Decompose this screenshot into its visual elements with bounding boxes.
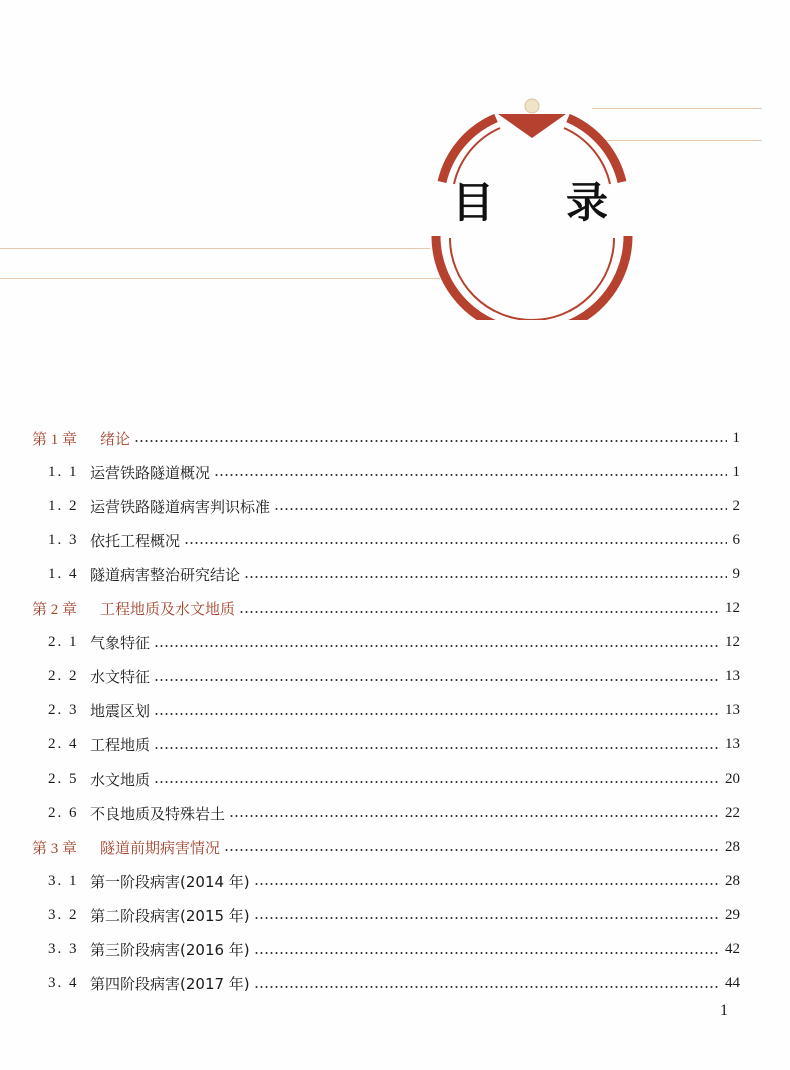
toc-leader-dots — [254, 917, 719, 919]
toc-entry-number: 1. 2 — [48, 497, 79, 514]
toc-entry-title: 依托工程概况 — [90, 530, 184, 551]
toc-entry-number: 1. 1 — [48, 463, 79, 480]
toc-chapter-row[interactable] — [0, 595, 790, 623]
toc-section-row[interactable] — [0, 970, 790, 998]
toc-leader-dots — [184, 542, 727, 544]
toc-leader-dots — [244, 576, 727, 578]
toc-entry-title: 工程地质及水文地质 — [100, 598, 239, 619]
toc-entry-page: 9 — [729, 566, 741, 583]
toc-entry-page: 13 — [721, 736, 740, 753]
toc-entry-page: 22 — [721, 805, 740, 822]
toc-entry-title: 水文地质 — [90, 769, 154, 790]
toc-entry-title: 绪论 — [100, 428, 134, 449]
toc-leader-dots — [254, 883, 719, 885]
toc-entry-number: 3. 2 — [48, 906, 79, 923]
toc-section-row[interactable] — [0, 901, 790, 929]
toc-entry-title: 第一阶段病害(2014 年) — [90, 871, 254, 892]
toc-entry-number: 3. 1 — [48, 872, 79, 889]
toc-entry-title: 运营铁路隧道病害判识标准 — [90, 496, 274, 517]
decorative-line-left-1 — [0, 248, 430, 249]
toc-entry-number: 第 3 章 — [32, 840, 78, 857]
toc-leader-dots — [214, 474, 727, 476]
toc-section-row[interactable] — [0, 629, 790, 657]
toc-section-row[interactable] — [0, 526, 790, 554]
toc-entry-title: 运营铁路隧道概况 — [90, 462, 214, 483]
toc-entry-title: 第四阶段病害(2017 年) — [90, 973, 254, 994]
toc-section-row[interactable] — [0, 731, 790, 759]
decorative-line-left-2 — [0, 278, 440, 279]
toc-entry-number: 2. 6 — [48, 804, 79, 821]
toc-section-row[interactable] — [0, 458, 790, 486]
toc-entry-number: 1. 3 — [48, 531, 79, 548]
toc-leader-dots — [154, 645, 719, 647]
toc-leader-dots — [154, 747, 719, 749]
page-title-char-2: 录 — [566, 178, 609, 227]
toc-entry-page: 12 — [721, 600, 740, 617]
toc-section-row[interactable] — [0, 560, 790, 588]
page-number: 1 — [720, 1002, 728, 1019]
toc-entry-number: 3. 4 — [48, 975, 79, 992]
toc-leader-dots — [134, 440, 727, 442]
toc-entry-number: 1. 4 — [48, 565, 79, 582]
toc-section-row[interactable] — [0, 492, 790, 520]
toc-entry-title: 气象特征 — [90, 632, 154, 653]
toc-leader-dots — [154, 781, 719, 783]
toc-entry-title: 第三阶段病害(2016 年) — [90, 939, 254, 960]
toc-leader-dots — [239, 611, 719, 613]
toc-entry-page: 12 — [721, 634, 740, 651]
toc-entry-number: 2. 2 — [48, 668, 79, 685]
toc-entry-number: 第 1 章 — [32, 431, 78, 448]
toc-entry-title: 不良地质及特殊岩土 — [90, 803, 229, 824]
toc-entry-number: 2. 3 — [48, 702, 79, 719]
toc-entry-page: 6 — [729, 532, 741, 549]
toc-entry-title: 地震区划 — [90, 700, 154, 721]
toc-entry-title: 隧道病害整治研究结论 — [90, 564, 244, 585]
toc-entry-number: 2. 4 — [48, 736, 79, 753]
toc-section-row[interactable] — [0, 765, 790, 793]
toc-leader-dots — [229, 815, 719, 817]
toc-chapter-row[interactable] — [0, 833, 790, 861]
toc-section-row[interactable] — [0, 867, 790, 895]
toc-section-row[interactable] — [0, 799, 790, 827]
toc-leader-dots — [154, 679, 719, 681]
toc-section-row[interactable] — [0, 936, 790, 964]
toc-entry-page: 28 — [721, 839, 740, 856]
toc-chapter-row[interactable] — [0, 424, 790, 452]
toc-leader-dots — [224, 849, 719, 851]
toc-entry-page: 29 — [721, 907, 740, 924]
toc-entry-number: 第 2 章 — [32, 602, 78, 618]
toc-entry-page: 20 — [721, 771, 740, 788]
toc-entry-page: 2 — [729, 498, 741, 515]
toc-entry-title: 水文特征 — [90, 666, 154, 687]
toc-entry-number: 3. 3 — [48, 941, 79, 957]
toc-entry-page: 44 — [721, 975, 740, 992]
toc-leader-dots — [154, 713, 719, 715]
toc-entry-page: 1 — [729, 430, 741, 447]
page-title-char-1: 目 — [452, 178, 495, 227]
toc-entry-number: 2. 1 — [48, 634, 79, 651]
toc-leader-dots — [274, 508, 727, 510]
toc-entry-title: 工程地质 — [90, 734, 154, 755]
toc-entry-page: 42 — [721, 941, 740, 958]
toc-entry-number: 2. 5 — [48, 770, 79, 787]
toc-entry-page: 28 — [721, 873, 740, 890]
toc-entry-page: 1 — [729, 464, 741, 481]
toc-entry-title: 隧道前期病害情况 — [100, 837, 224, 858]
toc-entry-page: 13 — [721, 702, 740, 719]
toc-entry-title: 第二阶段病害(2015 年) — [90, 905, 254, 926]
toc-leader-dots — [254, 952, 719, 954]
toc-entry-page: 13 — [721, 668, 740, 685]
toc-section-row[interactable] — [0, 697, 790, 725]
toc-section-row[interactable] — [0, 663, 790, 691]
toc-leader-dots — [254, 986, 719, 988]
